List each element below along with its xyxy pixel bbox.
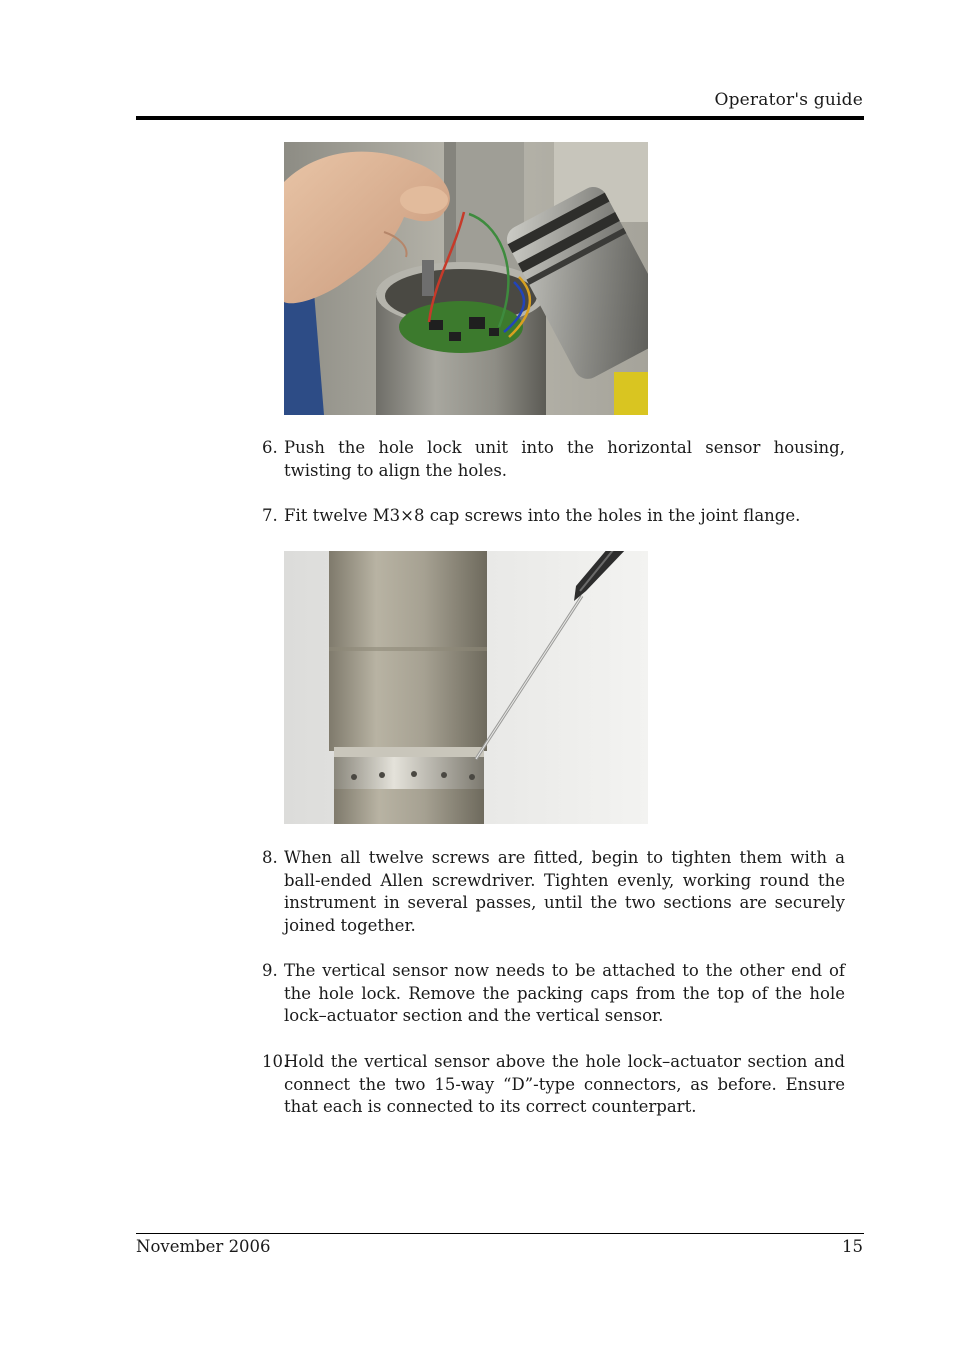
- instruction-step-10: [262, 1051, 845, 1119]
- step-number: 7.: [262, 506, 278, 525]
- step-text: Hold the vertical sensor above the hole lock–actuator section and connect the two 15-way “D”-type connectors, as before. Ensure that each is connected to its correct counterpart.: [284, 1052, 845, 1117]
- step-number: 8.: [262, 848, 278, 867]
- instruction-step-6: [262, 437, 845, 482]
- page-header-title: Operator's guide: [714, 90, 863, 110]
- step-number: 6.: [262, 438, 278, 457]
- step-number: 9.: [262, 961, 278, 980]
- page-number: 15: [842, 1237, 863, 1256]
- photo-tightening-flange-screws: [284, 551, 648, 824]
- footer-rule: [136, 1233, 864, 1234]
- step-number: 10.: [262, 1052, 289, 1071]
- footer-date: November 2006: [136, 1237, 271, 1256]
- step-text: The vertical sensor now needs to be attached to the other end of the hole lock. Remove the packing caps from the top of the hole lock–actuator section and the vertical sensor.: [284, 961, 845, 1026]
- header-rule: [136, 116, 864, 120]
- step-text: Push the hole lock unit into the horizontal sensor housing, twisting to align the holes.: [284, 438, 845, 480]
- step-text: Fit twelve M3×8 cap screws into the holes in the joint flange.: [284, 506, 801, 525]
- instruction-step-9: [262, 960, 845, 1028]
- photo-wiring-circuit-board: [284, 142, 648, 415]
- instruction-step-8: [262, 847, 845, 937]
- instruction-step-7: [262, 505, 845, 528]
- step-text: When all twelve screws are fitted, begin to tighten them with a ball-ended Allen screwdriver. Tighten evenly, working round the instrument in several passes, until the two sections are securely joined together.: [284, 848, 845, 935]
